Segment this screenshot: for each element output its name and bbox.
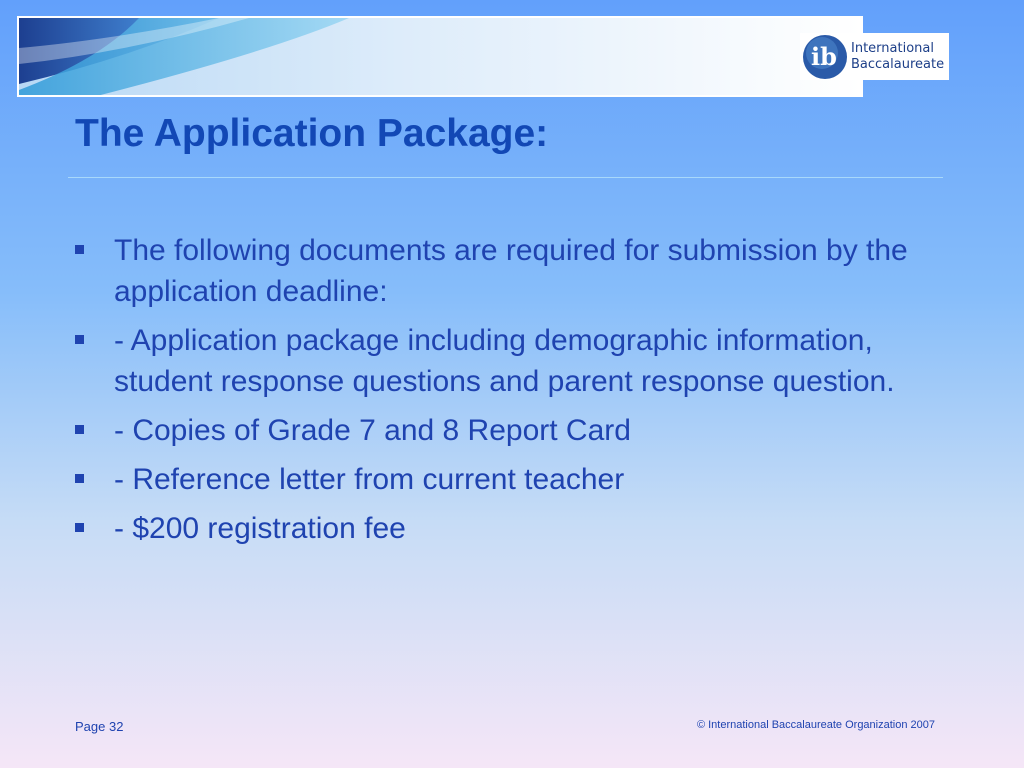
list-item-text: - $200 registration fee: [114, 512, 406, 545]
square-bullet-icon: [75, 335, 84, 344]
ib-logo-mark-text: ib: [811, 41, 837, 71]
list-item-text: - Reference letter from current teacher: [114, 463, 625, 496]
page-number: Page 32: [75, 719, 124, 734]
list-item: [75, 459, 955, 500]
ib-logo: [800, 33, 949, 80]
header-banner: [17, 16, 863, 97]
ib-logo-wordmark: [851, 41, 944, 73]
square-bullet-icon: [75, 474, 84, 483]
list-item-text: - Application package including demographic information, student response questions and parent response question.: [114, 324, 895, 398]
ib-logo-icon: [802, 34, 848, 80]
slide-title: The Application Package:: [75, 112, 549, 155]
list-item: [75, 508, 955, 549]
list-item: [75, 410, 955, 451]
title-divider: [68, 177, 943, 178]
bullet-list: [75, 230, 955, 557]
list-item-text: - Copies of Grade 7 and 8 Report Card: [114, 414, 631, 447]
logo-line-1: International: [851, 40, 934, 56]
square-bullet-icon: [75, 425, 84, 434]
copyright-notice: © International Baccalaureate Organization 2007: [696, 719, 935, 731]
logo-line-2: Baccalaureate: [851, 56, 945, 72]
square-bullet-icon: [75, 523, 84, 532]
banner-swoosh-graphic: [19, 18, 863, 97]
list-item: [75, 230, 955, 312]
list-item-text: The following documents are required for submission by the application deadline:: [114, 234, 908, 308]
list-item: [75, 320, 955, 402]
square-bullet-icon: [75, 245, 84, 254]
